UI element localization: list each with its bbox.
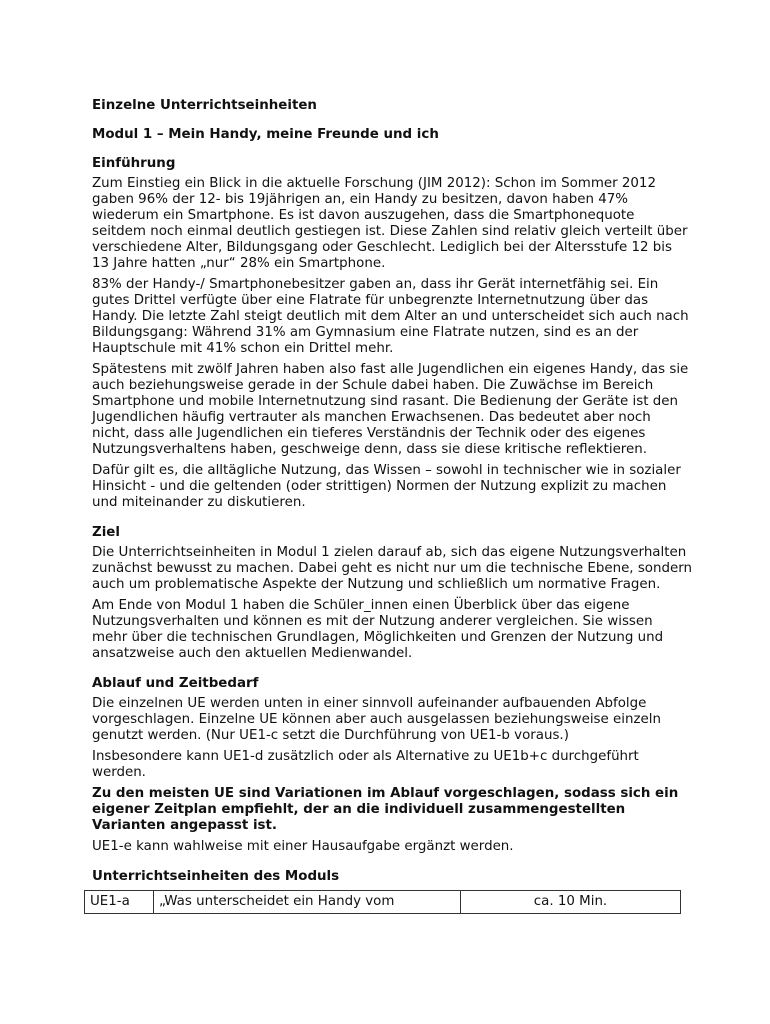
intro-paragraph: Zum Einstieg ein Blick in die aktuelle Forschung (JIM 2012): Schon im Sommer 2012 gaben 96% der 12- bis 19jährigen an, ein Handy zu besitzen, davon haben 47% wiederum ein Smartphone. Es ist davon auszugehen, dass die Smartphonequote seitdem noch einmal deutlich gestiegen ist. Diese Zahlen sind relativ gleich verteilt über verschiedene Alter, Bildungsgang oder Geschlecht. Lediglich bei der Altersstufe 12 bis 13 Jahre hatten „nur“ 28% ein Smartphone. <box>92 176 688 271</box>
goal-paragraph: Die Unterrichtseinheiten in Modul 1 zielen darauf ab, sich das eigene Nutzungsverhalten zunächst bewusst zu machen. Dabei geht es nicht nur um die technische Ebene, sondern auch um problematische Aspekte der Nutzung und schließlich um normative Fragen. <box>92 545 692 592</box>
document-title: Einzelne Unterrichtseinheiten <box>92 98 317 113</box>
unit-time-cell: ca. 10 Min. <box>461 891 681 914</box>
section-heading-goal: Ziel <box>92 525 120 540</box>
unit-id-cell: UE1-a <box>85 891 154 914</box>
schedule-bold-paragraph: Zu den meisten UE sind Variationen im Ablauf vorgeschlagen, sodass sich ein eigener Zeitplan empfiehlt, der an die individuell zusammengestellten Varianten angepasst ist. <box>92 786 679 833</box>
goal-paragraph: Am Ende von Modul 1 haben die Schüler_innen einen Überblick über das eigene Nutzungsverhalten und können es mit der Nutzung anderer vergleichen. Sie wissen mehr über die technischen Grundlagen, Möglichkeiten und Grenzen der Nutzung und ansatzweise auch den aktuellen Medienwandel. <box>92 598 664 661</box>
schedule-paragraph: Die einzelnen UE werden unten in einer sinnvoll aufeinander aufbauenden Abfolge vorgeschlagen. Einzelne UE können aber auch ausgelassen beziehungsweise einzeln genutzt werden. (Nur UE1-c setzt die Durchführung von UE1-b voraus.) <box>92 696 661 743</box>
intro-paragraph: 83% der Handy-/ Smartphonebesitzer gaben an, dass ihr Gerät internetfähig sei. Ein gutes Drittel verfügte über eine Flatrate für unbegrenzte Internetnutzung über das Handy. Die letzte Zahl steigt deutlich mit dem Alter an und unterscheidet sich auch nach Bildungsgang: Während 31% am Gymnasium eine Flatrate nutzen, sind es an der Hauptschule mit 41% schon ein Drittel mehr. <box>92 277 689 356</box>
schedule-final-paragraph: UE1-e kann wahlweise mit einer Hausaufgabe ergänzt werden. <box>92 839 514 854</box>
section-heading-intro: Einführung <box>92 156 176 171</box>
intro-paragraph: Dafür gilt es, die alltägliche Nutzung, das Wissen – sowohl in technischer wie in sozialer Hinsicht - und die geltenden (oder strittigen) Normen der Nutzung explizit zu machen und miteinander zu diskutieren. <box>92 463 681 510</box>
intro-paragraph: Spätestens mit zwölf Jahren haben also fast alle Jugendlichen ein eigenes Handy, das sie auch beziehungsweise gerade in der Schule dabei haben. Die Zuwächse im Bereich Smartphone und mobile Internetnutzung sind rasant. Die Bedienung der Geräte ist den Jugendlichen häufig vertrauter als manchen Erwachsenen. Das bedeutet aber noch nicht, dass alle Jugendlichen ein tieferes Verständnis der Technik oder des eigenes Nutzungsverhaltens haben, geschweige denn, dass sie diese kritische reflektieren. <box>92 362 689 457</box>
units-table <box>84 890 681 914</box>
section-heading-units: Unterrichtseinheiten des Moduls <box>92 869 340 884</box>
schedule-paragraph: Insbesondere kann UE1-d zusätzlich oder als Alternative zu UE1b+c durchgeführt werden. <box>92 749 639 780</box>
unit-title-cell: „Was unterscheidet ein Handy vom <box>154 891 461 914</box>
table-row <box>85 891 681 914</box>
module-title: Modul 1 – Mein Handy, meine Freunde und ich <box>92 127 439 142</box>
section-heading-schedule: Ablauf und Zeitbedarf <box>92 676 259 691</box>
document-page <box>92 98 692 914</box>
